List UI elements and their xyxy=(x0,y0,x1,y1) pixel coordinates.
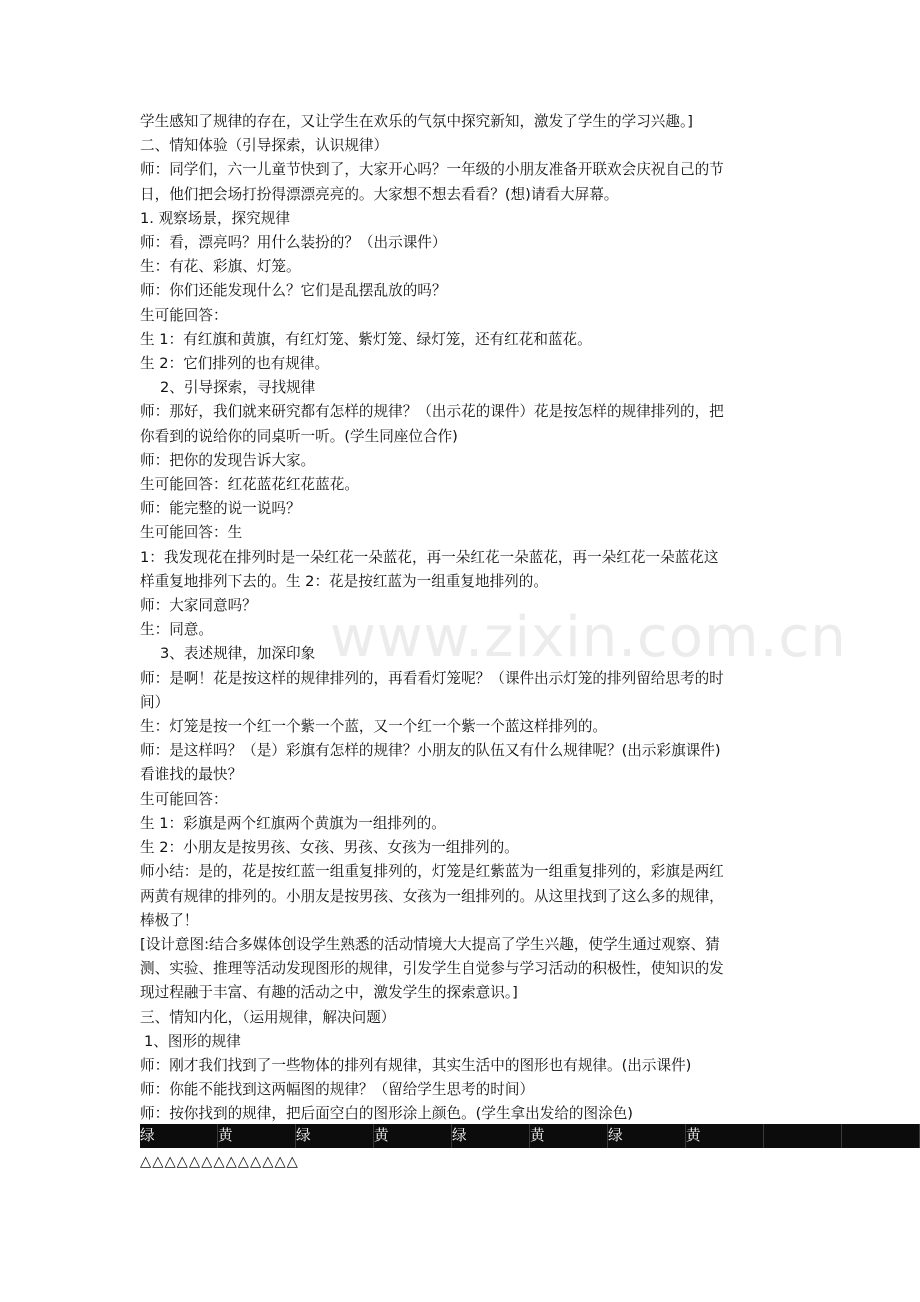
color-cell: 绿 xyxy=(296,1124,374,1148)
color-cell: 黄 xyxy=(374,1124,452,1148)
text-line: 师：刚才我们找到了一些物体的排列有规律，其实生活中的图形也有规律。(出示课件) xyxy=(140,1056,692,1074)
color-cell: 黄 xyxy=(218,1124,296,1148)
text-line: 师：你能不能找到这两幅图的规律？（留给学生思考的时间） xyxy=(140,1081,535,1099)
text-line: 生可能回答：红花蓝花红花蓝花。 xyxy=(140,476,359,494)
text-line: 二、情知体验（引导探索，认识规律） xyxy=(140,137,389,155)
color-cell: 黄 xyxy=(530,1124,608,1148)
text-line: 生 2：它们排列的也有规律。 xyxy=(140,355,330,373)
text-line: 生：同意。 xyxy=(140,621,213,639)
text-line: 师：大家同意吗？ xyxy=(140,597,257,615)
watermark: www.zixin.com.cn xyxy=(330,605,847,670)
text-line: 2、引导探索，寻找规律 xyxy=(160,379,316,397)
text-line: 看谁找的最快？ xyxy=(140,766,243,784)
text-line: 日，他们把会场打扮得漂漂亮亮的。大家想不想去看看？(想)请看大屏幕。 xyxy=(140,185,619,203)
text-line: 师：是啊！花是按这样的规律排列的，再看看灯笼呢？（课件出示灯笼的排列留给思考的时 xyxy=(140,669,724,687)
color-cell xyxy=(842,1124,920,1148)
text-line: 两黄有规律的排列的。小朋友是按男孩、女孩为一组排列的。从这里找到了这么多的规律， xyxy=(140,887,724,905)
color-pattern-row xyxy=(140,1124,920,1148)
color-cell xyxy=(764,1124,842,1148)
text-line: 样重复地排列下去的。生 2：花是按红蓝为一组重复地排列的。 xyxy=(140,572,548,590)
text-line: 师：能完整的说一说吗？ xyxy=(140,500,301,518)
text-line: 1：我发现花在排列时是一朵红花一朵蓝花，再一朵红花一朵蓝花，再一朵红花一朵蓝花这 xyxy=(140,548,719,566)
text-line: 师：那好，我们就来研究都有怎样的规律？（出示花的课件）花是按怎样的规律排列的，把 xyxy=(140,403,724,421)
color-cell: 黄 xyxy=(686,1124,764,1148)
text-line: 学生感知了规律的存在，又让学生在欢乐的气氛中探究新知，激发了学生的学习兴趣。] xyxy=(140,113,693,130)
document-body xyxy=(140,110,790,1127)
text-line: 1. 观察场景，探究规律 xyxy=(140,209,290,227)
text-line: [设计意图:结合多媒体创设学生熟悉的活动情境大大提高了学生兴趣，使学生通过观察、猜 xyxy=(140,935,720,953)
text-line: 你看到的说给你的同桌听一听。(学生同座位合作) xyxy=(140,427,458,445)
text-line: 测、实验、推理等活动发现图形的规律，引发学生自觉参与学习活动的积极性，使知识的发 xyxy=(140,960,724,978)
text-line: 现过程融于丰富、有趣的活动之中，激发学生的探索意识。] xyxy=(140,984,518,1002)
text-line: 师：你们还能发现什么？它们是乱摆乱放的吗？ xyxy=(140,282,447,300)
text-line: 三、情知内化，（运用规律，解决问题） xyxy=(140,1008,396,1026)
text-line: 3、表述规律，加深印象 xyxy=(160,645,316,663)
text-line: 生 2：小朋友是按男孩、女孩、男孩、女孩为一组排列的。 xyxy=(140,839,519,857)
text-line: 生：有花、彩旗、灯笼。 xyxy=(140,258,301,276)
text-line: 师小结：是的，花是按红蓝一组重复排列的，灯笼是红紫蓝为一组重复排列的，彩旗是两红 xyxy=(140,863,724,881)
text-line: 师：同学们，六一儿童节快到了，大家开心吗？一年级的小朋友准备开联欢会庆祝自己的节 xyxy=(140,161,724,179)
text-line: 师：看，漂亮吗？用什么装扮的？（出示课件） xyxy=(140,234,447,252)
text-line: 生 1：有红旗和黄旗，有红灯笼、紫灯笼、绿灯笼，还有红花和蓝花。 xyxy=(140,330,592,348)
text-line: 生可能回答： xyxy=(140,306,228,324)
text-line: 生：灯笼是按一个红一个紫一个蓝，又一个红一个紫一个蓝这样排列的。 xyxy=(140,718,608,736)
text-line: 师：按你找到的规律，把后面空白的图形涂上颜色。(学生拿出发给的图涂色) xyxy=(140,1105,633,1123)
color-cell: 绿 xyxy=(608,1124,686,1148)
text-line: 师：把你的发现告诉大家。 xyxy=(140,451,316,469)
text-line: 生可能回答： xyxy=(140,790,228,808)
color-cell: 绿 xyxy=(140,1124,218,1148)
text-line: 师：是这样吗？（是）彩旗有怎样的规律？小朋友的队伍又有什么规律呢？(出示彩旗课件) xyxy=(140,742,721,760)
text-line: 生 1：彩旗是两个红旗两个黄旗为一组排列的。 xyxy=(140,814,446,832)
text-line: 间） xyxy=(140,693,170,711)
text-line: 生可能回答：生 xyxy=(140,524,243,542)
text-line: 1、图形的规律 xyxy=(144,1032,241,1050)
text-line: 棒极了！ xyxy=(140,911,199,929)
color-cell: 绿 xyxy=(452,1124,530,1148)
triangle-pattern-row: △△△△△△△△△△△△△ xyxy=(140,1153,299,1170)
